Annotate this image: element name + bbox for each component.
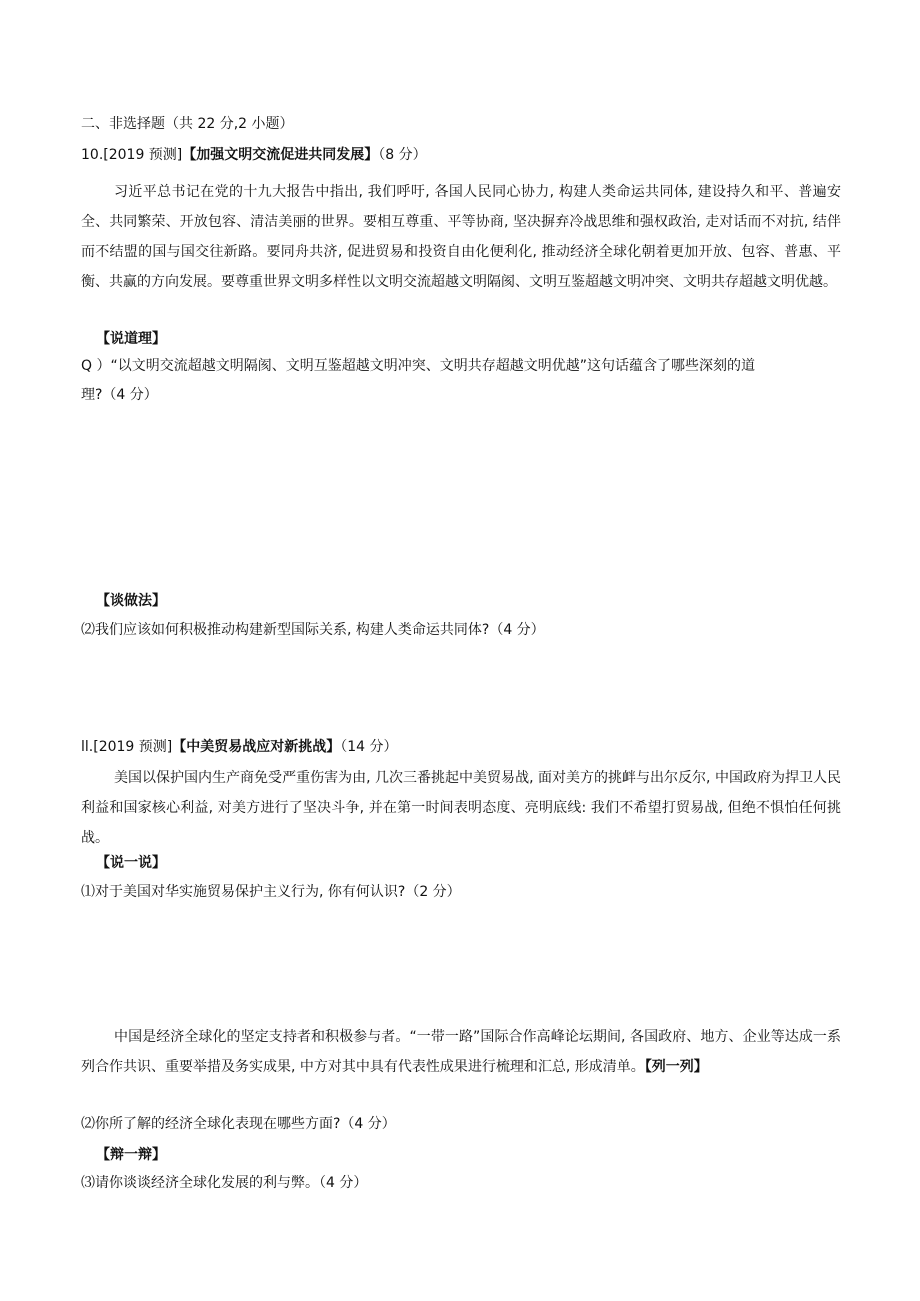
question-10-topic: 【加强文明交流促进共同发展】 (182, 147, 379, 163)
question-11-material-2-text: 中国是经济全球化的坚定支持者和积极参与者。“一带一路”国际合作高峰论坛期间, 各国政府、地方、企业等达成一系列合作共识、重要举措及务实成果, 中方对其中具有代表性成果进行梳理和汇总, 形成清单。 (81, 1029, 841, 1075)
question-11-score: （14 分） (340, 739, 398, 755)
question-11-topic: 【中美贸易战应对新挑战】 (172, 739, 341, 755)
question-10-material: 习近平总书记在党的十九大报告中指出, 我们呼吁, 各国人民同心协力, 构建人类命运共同体, 建设持久和平、普遍安全、共同繁荣、开放包容、清洁美丽的世界。要相互尊重、平等协商, 坚决摒弃冷战思维和强权政治, 走对话而不对抗, 结伴而不结盟的国与国交往新路。要同舟共济, 促进贸易和投资自由化便利化, 推动经济全球化朝着更加开放、包容、普惠、平衡、共赢的方向发展。要尊重世界文明多样性以文明交流超越文明隔阂、文明互鉴超越文明冲突、文明共存超越文明优越。 (81, 184, 841, 290)
question-11-sub2: ⑵你所了解的经济全球化表现在哪些方面?（4 分） (81, 1116, 396, 1132)
question-11-material-2 (81, 1022, 841, 1082)
question-11-tag-say: 【说一说】 (96, 855, 166, 871)
question-10-tag-practice: 【谈做法】 (96, 593, 166, 609)
question-11-sub3: ⑶请你谈谈经济全球化发展的利与弊。（4 分） (81, 1175, 368, 1191)
question-10-sub1-line1: Q ）“以文明交流超越文明隔阂、文明互鉴超越文明冲突、文明共存超越文明优越”这句话蕴含了哪些深刻的道 (81, 358, 755, 374)
section-title: 二、非选择题（共 22 分,2 小题） (81, 116, 294, 132)
question-10-prefix: 10.[2019 预测] (81, 147, 183, 163)
question-11-prefix: ll.[2019 预测] (81, 739, 173, 755)
question-10-header (81, 145, 427, 165)
question-11-tag-list: 【列一列】 (644, 1059, 708, 1075)
question-10-score: （8 分） (378, 147, 427, 163)
question-11-header (81, 737, 398, 757)
question-11-tag-debate: 【辩一辩】 (96, 1147, 166, 1163)
question-10-tag-reasoning: 【说道理】 (96, 331, 166, 347)
question-11-material-1: 美国以保护国内生产商免受严重伤害为由, 几次三番挑起中美贸易战, 面对美方的挑衅与出尔反尔, 中国政府为捍卫人民利益和国家核心利益, 对美方进行了坚决斗争, 并在第一时间表明态度、亮明底线: 我们不希望打贸易战, 但绝不惧怕任何挑战。 (81, 770, 841, 846)
question-10-sub2: ⑵我们应该如何积极推动构建新型国际关系, 构建人类命运共同体?（4 分） (81, 622, 545, 638)
question-11-sub1: ⑴对于美国对华实施贸易保护主义行为, 你有何认识?（2 分） (81, 884, 461, 900)
question-10-sub1-line2: 理?（4 分） (81, 387, 158, 403)
